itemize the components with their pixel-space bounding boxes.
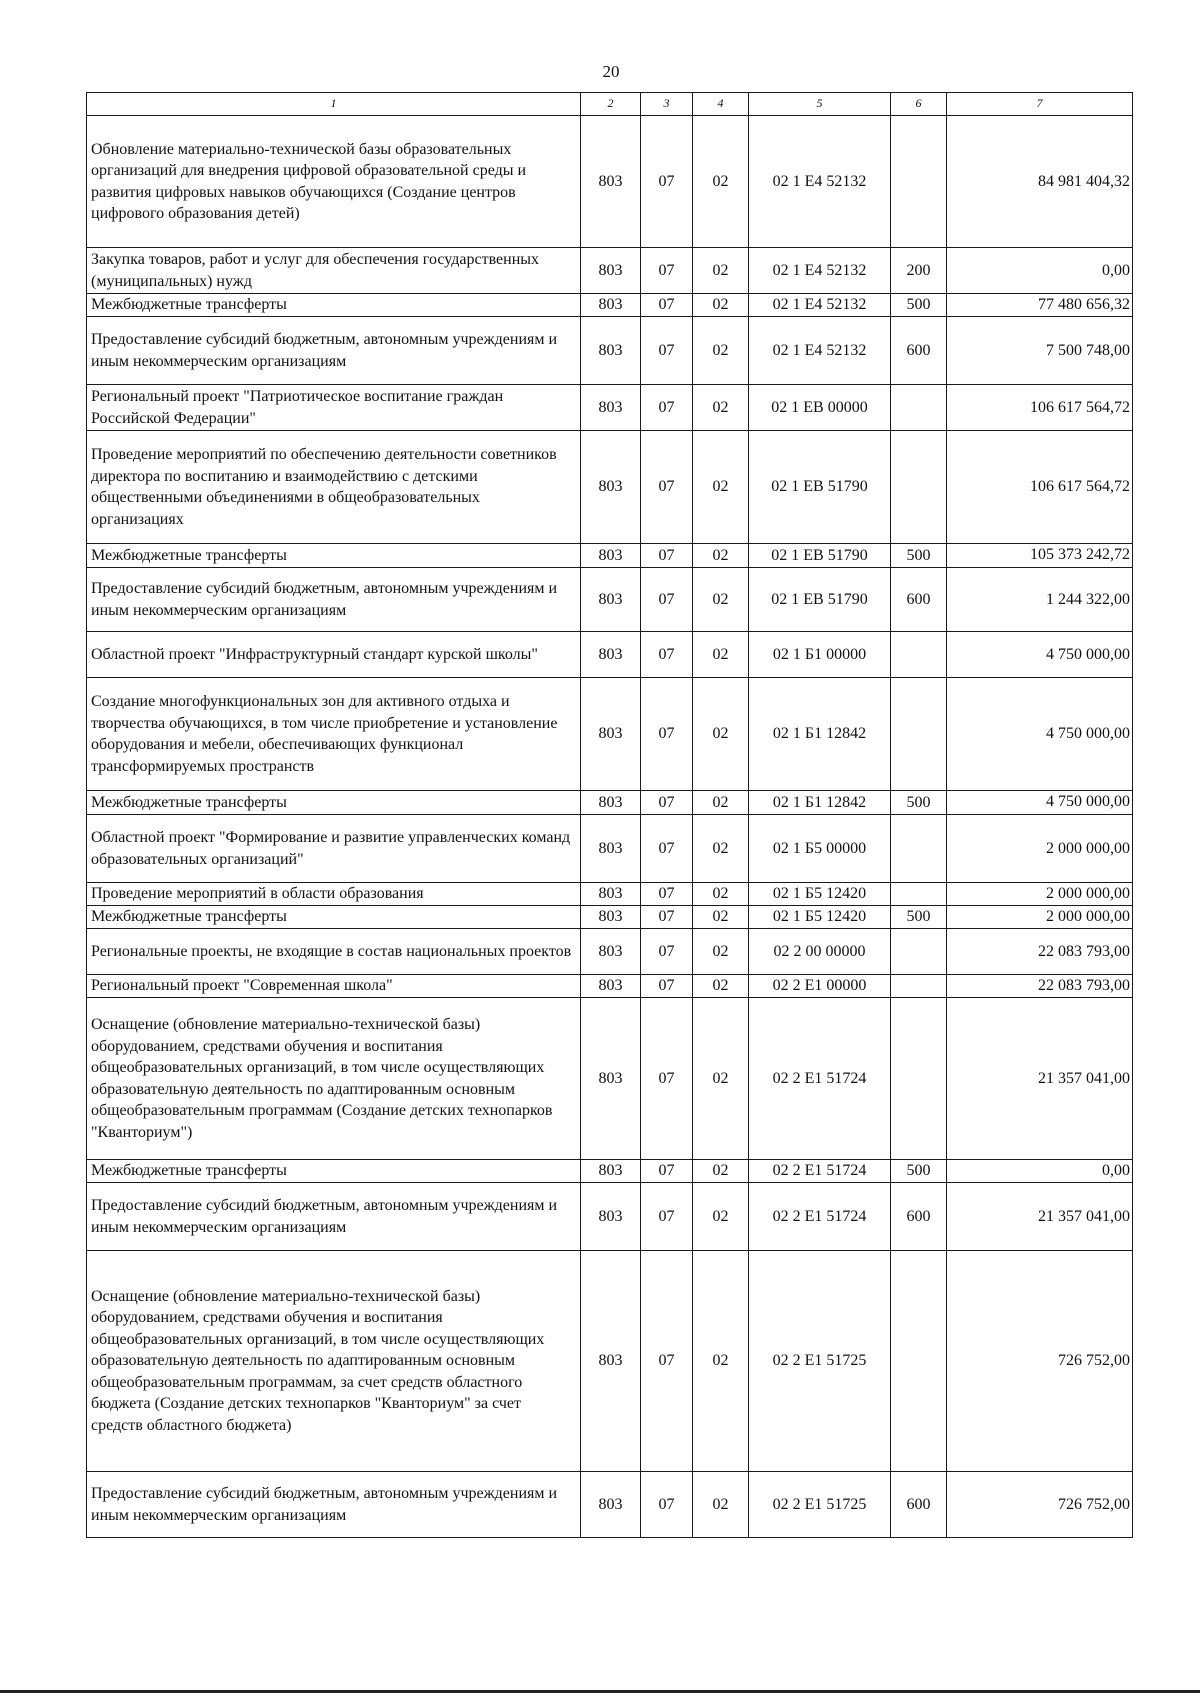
row-target-code: 02 1 Б5 00000 [749, 815, 891, 883]
row-section: 07 [641, 998, 693, 1160]
row-subsection: 02 [693, 998, 749, 1160]
row-target-code: 02 1 Б1 12842 [749, 791, 891, 815]
row-section: 07 [641, 544, 693, 568]
row-target-code: 02 2 Е1 51724 [749, 998, 891, 1160]
row-amount: 0,00 [947, 248, 1133, 294]
row-expense-type [891, 385, 947, 431]
row-chapter: 803 [581, 385, 641, 431]
row-section: 07 [641, 116, 693, 248]
row-subsection: 02 [693, 975, 749, 998]
row-subsection: 02 [693, 294, 749, 317]
row-section: 07 [641, 248, 693, 294]
table-row [87, 1160, 1133, 1183]
row-target-code: 02 1 Е4 52132 [749, 294, 891, 317]
row-chapter: 803 [581, 568, 641, 632]
row-section: 07 [641, 678, 693, 791]
row-section: 07 [641, 1183, 693, 1251]
table-row [87, 116, 1133, 248]
row-amount: 7 500 748,00 [947, 317, 1133, 385]
table-row [87, 294, 1133, 317]
row-section: 07 [641, 975, 693, 998]
row-amount: 4 750 000,00 [947, 678, 1133, 791]
row-target-code: 02 1 Е4 52132 [749, 116, 891, 248]
row-name: Проведение мероприятий в области образования [87, 883, 581, 906]
row-subsection: 02 [693, 906, 749, 929]
row-section: 07 [641, 431, 693, 544]
row-subsection: 02 [693, 317, 749, 385]
row-amount: 84 981 404,32 [947, 116, 1133, 248]
row-name: Областной проект "Формирование и развитие управленческих команд образовательных организаций" [87, 815, 581, 883]
row-chapter: 803 [581, 791, 641, 815]
row-amount: 21 357 041,00 [947, 998, 1133, 1160]
row-name: Предоставление субсидий бюджетным, автономным учреждениям и иным некоммерческим организациям [87, 1183, 581, 1251]
column-header: 2 [581, 93, 641, 116]
row-amount: 105 373 242,72 [947, 544, 1133, 568]
row-name: Оснащение (обновление материально-технической базы) оборудованием, средствами обучения и воспитания общеобразовательных организаций, в том числе осуществляющих образовательную деятельность по адаптированным основным общеобразовательным программам, за счет средств областного бюджета (Создание детских технопарков "Кванториум" за счет средств областного бюджета) [87, 1251, 581, 1472]
row-expense-type [891, 632, 947, 678]
row-name: Областной проект "Инфраструктурный стандарт курской школы" [87, 632, 581, 678]
column-header: 3 [641, 93, 693, 116]
row-expense-type [891, 116, 947, 248]
row-expense-type [891, 883, 947, 906]
row-target-code: 02 2 Е1 51725 [749, 1472, 891, 1538]
header-row [87, 93, 1133, 116]
row-amount: 106 617 564,72 [947, 431, 1133, 544]
table-row [87, 385, 1133, 431]
row-amount: 726 752,00 [947, 1472, 1133, 1538]
row-section: 07 [641, 1472, 693, 1538]
table-row [87, 248, 1133, 294]
row-expense-type [891, 975, 947, 998]
row-target-code: 02 1 Б1 00000 [749, 632, 891, 678]
table-row [87, 815, 1133, 883]
row-section: 07 [641, 294, 693, 317]
row-target-code: 02 1 Б5 12420 [749, 906, 891, 929]
row-subsection: 02 [693, 248, 749, 294]
row-subsection: 02 [693, 568, 749, 632]
row-expense-type: 200 [891, 248, 947, 294]
row-amount: 1 244 322,00 [947, 568, 1133, 632]
row-section: 07 [641, 791, 693, 815]
row-chapter: 803 [581, 678, 641, 791]
table-body [87, 116, 1133, 1538]
row-chapter: 803 [581, 116, 641, 248]
row-chapter: 803 [581, 248, 641, 294]
row-chapter: 803 [581, 632, 641, 678]
row-amount: 2 000 000,00 [947, 906, 1133, 929]
row-expense-type: 500 [891, 544, 947, 568]
row-chapter: 803 [581, 998, 641, 1160]
page-edge [0, 1690, 1200, 1693]
row-subsection: 02 [693, 385, 749, 431]
row-subsection: 02 [693, 1251, 749, 1472]
row-section: 07 [641, 632, 693, 678]
table-row [87, 1251, 1133, 1472]
table-row [87, 883, 1133, 906]
row-name: Региональный проект "Современная школа" [87, 975, 581, 998]
row-chapter: 803 [581, 883, 641, 906]
row-expense-type: 600 [891, 1183, 947, 1251]
row-section: 07 [641, 883, 693, 906]
table-row [87, 568, 1133, 632]
row-name: Межбюджетные трансферты [87, 544, 581, 568]
row-chapter: 803 [581, 294, 641, 317]
row-subsection: 02 [693, 791, 749, 815]
row-expense-type: 500 [891, 906, 947, 929]
row-amount: 4 750 000,00 [947, 632, 1133, 678]
column-header: 1 [87, 93, 581, 116]
row-subsection: 02 [693, 1183, 749, 1251]
table-row [87, 906, 1133, 929]
row-target-code: 02 2 Е1 51724 [749, 1160, 891, 1183]
row-chapter: 803 [581, 317, 641, 385]
row-expense-type [891, 929, 947, 975]
row-chapter: 803 [581, 1472, 641, 1538]
row-expense-type [891, 1251, 947, 1472]
table-row [87, 678, 1133, 791]
row-expense-type: 500 [891, 294, 947, 317]
row-expense-type [891, 815, 947, 883]
column-header: 6 [891, 93, 947, 116]
table-row [87, 431, 1133, 544]
table-row [87, 929, 1133, 975]
row-expense-type: 600 [891, 568, 947, 632]
row-name: Обновление материально-технической базы образовательных организаций для внедрения цифровой образовательной среды и развития цифровых навыков обучающихся (Создание центров цифрового образования детей) [87, 116, 581, 248]
row-amount: 77 480 656,32 [947, 294, 1133, 317]
row-amount: 4 750 000,00 [947, 791, 1133, 815]
row-target-code: 02 1 Е4 52132 [749, 248, 891, 294]
row-target-code: 02 2 00 00000 [749, 929, 891, 975]
row-target-code: 02 1 Б1 12842 [749, 678, 891, 791]
row-name: Предоставление субсидий бюджетным, автономным учреждениям и иным некоммерческим организациям [87, 568, 581, 632]
table-row [87, 1183, 1133, 1251]
table-row [87, 975, 1133, 998]
row-target-code: 02 1 ЕВ 00000 [749, 385, 891, 431]
table-row [87, 317, 1133, 385]
row-expense-type [891, 678, 947, 791]
table-row [87, 544, 1133, 568]
column-header: 7 [947, 93, 1133, 116]
row-section: 07 [641, 385, 693, 431]
row-subsection: 02 [693, 1160, 749, 1183]
column-header: 4 [693, 93, 749, 116]
row-name: Межбюджетные трансферты [87, 791, 581, 815]
row-target-code: 02 1 ЕВ 51790 [749, 568, 891, 632]
row-section: 07 [641, 929, 693, 975]
row-expense-type [891, 998, 947, 1160]
row-subsection: 02 [693, 431, 749, 544]
row-amount: 22 083 793,00 [947, 975, 1133, 998]
row-chapter: 803 [581, 431, 641, 544]
row-target-code: 02 1 ЕВ 51790 [749, 544, 891, 568]
row-name: Региональный проект "Патриотическое воспитание граждан Российской Федерации" [87, 385, 581, 431]
table-row [87, 998, 1133, 1160]
row-name: Проведение мероприятий по обеспечению деятельности советников директора по воспитанию и взаимодействию с детскими общественными объединениями в общеобразовательных организациях [87, 431, 581, 544]
row-section: 07 [641, 1160, 693, 1183]
row-expense-type [891, 431, 947, 544]
row-expense-type: 500 [891, 791, 947, 815]
table-row [87, 632, 1133, 678]
row-section: 07 [641, 906, 693, 929]
row-name: Межбюджетные трансферты [87, 906, 581, 929]
row-expense-type: 600 [891, 1472, 947, 1538]
row-section: 07 [641, 317, 693, 385]
row-subsection: 02 [693, 1472, 749, 1538]
row-section: 07 [641, 568, 693, 632]
row-name: Предоставление субсидий бюджетным, автономным учреждениям и иным некоммерческим организациям [87, 1472, 581, 1538]
table-row [87, 1472, 1133, 1538]
row-chapter: 803 [581, 975, 641, 998]
row-expense-type: 500 [891, 1160, 947, 1183]
row-subsection: 02 [693, 815, 749, 883]
row-chapter: 803 [581, 815, 641, 883]
row-amount: 106 617 564,72 [947, 385, 1133, 431]
row-amount: 2 000 000,00 [947, 815, 1133, 883]
row-target-code: 02 2 Е1 51725 [749, 1251, 891, 1472]
row-name: Межбюджетные трансферты [87, 1160, 581, 1183]
row-name: Предоставление субсидий бюджетным, автономным учреждениям и иным некоммерческим организациям [87, 317, 581, 385]
row-chapter: 803 [581, 1160, 641, 1183]
row-target-code: 02 2 Е1 00000 [749, 975, 891, 998]
row-section: 07 [641, 1251, 693, 1472]
row-target-code: 02 2 Е1 51724 [749, 1183, 891, 1251]
row-subsection: 02 [693, 116, 749, 248]
row-name: Региональные проекты, не входящие в состав национальных проектов [87, 929, 581, 975]
row-name: Оснащение (обновление материально-технической базы) оборудованием, средствами обучения и воспитания общеобразовательных организаций, в том числе осуществляющих образовательную деятельность по адаптированным основным общеобразовательным программам (Создание детских технопарков "Кванториум") [87, 998, 581, 1160]
row-target-code: 02 1 Е4 52132 [749, 317, 891, 385]
row-subsection: 02 [693, 678, 749, 791]
row-amount: 726 752,00 [947, 1251, 1133, 1472]
row-amount: 22 083 793,00 [947, 929, 1133, 975]
budget-table [86, 92, 1133, 1538]
row-name: Межбюджетные трансферты [87, 294, 581, 317]
row-chapter: 803 [581, 929, 641, 975]
row-chapter: 803 [581, 544, 641, 568]
page-number: 20 [602, 62, 620, 81]
row-name: Создание многофункциональных зон для активного отдыха и творчества обучающихся, в том числе приобретение и установление оборудования и мебели, обеспечивающих функционал трансформируемых пространств [87, 678, 581, 791]
row-section: 07 [641, 815, 693, 883]
row-subsection: 02 [693, 929, 749, 975]
row-target-code: 02 1 ЕВ 51790 [749, 431, 891, 544]
row-subsection: 02 [693, 883, 749, 906]
row-chapter: 803 [581, 1251, 641, 1472]
row-amount: 21 357 041,00 [947, 1183, 1133, 1251]
row-chapter: 803 [581, 906, 641, 929]
row-amount: 0,00 [947, 1160, 1133, 1183]
row-subsection: 02 [693, 632, 749, 678]
row-target-code: 02 1 Б5 12420 [749, 883, 891, 906]
row-subsection: 02 [693, 544, 749, 568]
row-amount: 2 000 000,00 [947, 883, 1133, 906]
row-chapter: 803 [581, 1183, 641, 1251]
column-header: 5 [749, 93, 891, 116]
table-row [87, 791, 1133, 815]
row-name: Закупка товаров, работ и услуг для обеспечения государственных (муниципальных) нужд [87, 248, 581, 294]
row-expense-type: 600 [891, 317, 947, 385]
